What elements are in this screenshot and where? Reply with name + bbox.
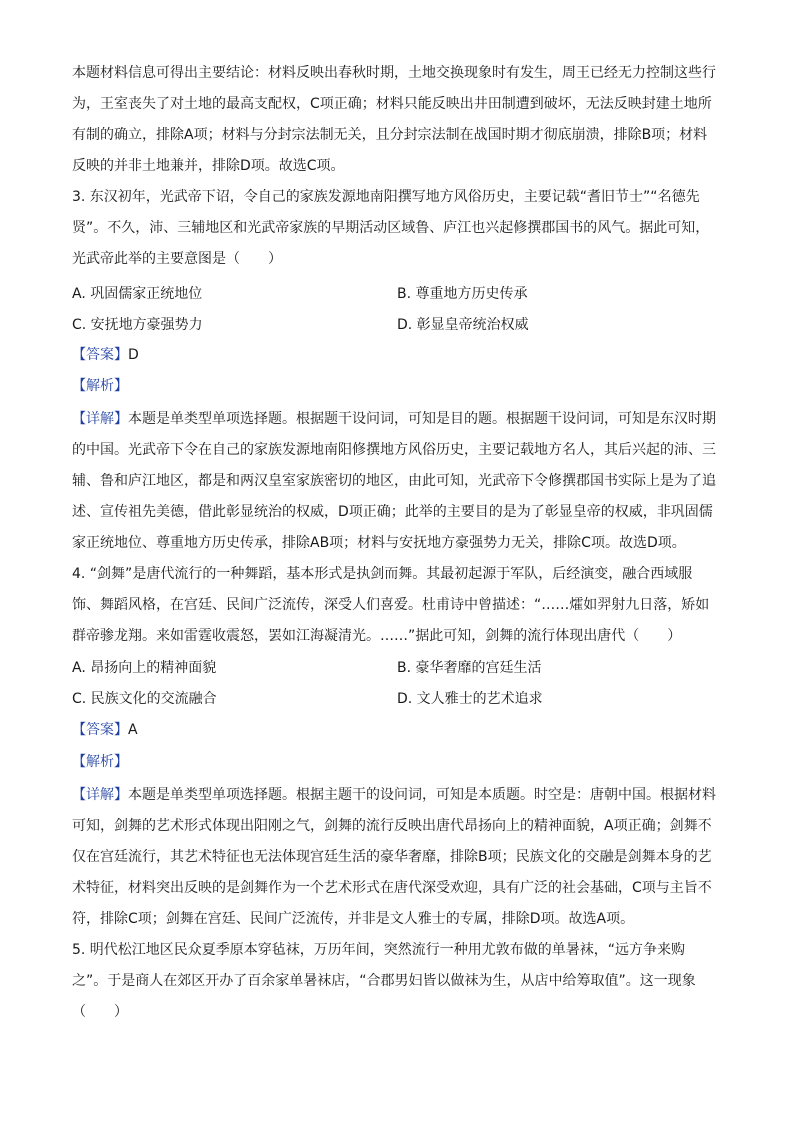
q4-detail-line: 术特征，材料突出反映的是剑舞作为一个艺术形式在唐代深受欢迎，具有广泛的社会基础，C项与主旨不 bbox=[72, 880, 712, 896]
q3-option-a: A. 巩固儒家正统地位 bbox=[72, 286, 203, 302]
q4-stem-line: 4. “剑舞”是唐代流行的一种舞蹈，基本形式是执剑而舞。其最初起源于军队，后经演变，融合西域服 bbox=[72, 566, 693, 582]
q4-detail-line: 仅在宫廷流行，其艺术特征也无法体现宫廷生活的豪华奢靡，排除B项；民族文化的交融是剑舞本身的艺 bbox=[72, 849, 712, 865]
q3-detail-line: 的中国。光武帝下令在自己的家族发源地南阳修撰地方风俗历史，主要记载地方名人，其后兴起的沛、三 bbox=[72, 442, 716, 458]
q3-option-c: C. 安抚地方豪强势力 bbox=[72, 317, 203, 333]
q4-stem-line: 群帝骖龙翔。来如雷霆收震怒，罢如江海凝清光。……”据此可知，剑舞的流行体现出唐代（ ） bbox=[72, 628, 682, 644]
q3-answer bbox=[72, 345, 732, 365]
detail-tag: 【详解】 bbox=[72, 787, 128, 803]
q4-detail-line: 符，排除C项；剑舞在宫廷、民间广泛流传，并非是文人雅士的专属，排除D项。故选A项。 bbox=[72, 911, 635, 927]
q3-option-b: B. 尊重地方历史传承 bbox=[397, 286, 528, 302]
intro-line: 本题材料信息可得出主要结论：材料反映出春秋时期，土地交换现象时有发生，周王已经无力控制这些行 bbox=[72, 65, 716, 81]
q5-stem-line: 之”。于是商人在郊区开办了百余家单暑袜店，“合郡男妇皆以做袜为生，从店中给筹取值”。这一现象 bbox=[72, 973, 696, 989]
q4-stem-line: 饰、舞蹈风格，在宫廷、民间广泛流传，深受人们喜爱。杜甫诗中曾描述：“……㸌如羿射九日落，矫如 bbox=[72, 597, 710, 613]
q3-analysis-tag: 【解析】 bbox=[72, 378, 128, 394]
q3-detail-line: 辅、鲁和庐江地区，都是和两汉皇室家族密切的地区，由此可知，光武帝下令修撰郡国书实际上是为了追 bbox=[72, 473, 716, 489]
q4-option-c: C. 民族文化的交流融合 bbox=[72, 691, 217, 707]
q3-stem-line: 贤”。不久，沛、三辅地区和光武帝家族的早期活动区域鲁、庐江也兴起修撰郡国书的风气。据此可知， bbox=[72, 220, 710, 236]
q3-stem-line: 光武帝此举的主要意图是（ ） bbox=[72, 251, 282, 267]
q4-answer bbox=[72, 720, 732, 740]
q3-detail-line: 家正统地位、尊重地方历史传承，排除AB项；材料与安抚地方豪强势力无关，排除C项。故选D项。 bbox=[72, 535, 686, 551]
q4-detail-line: 可知，剑舞的艺术形式体现出阳刚之气，剑舞的流行反映出唐代昂扬向上的精神面貌，A项正确；剑舞不 bbox=[72, 818, 712, 834]
answer-tag: 【答案】 bbox=[72, 347, 128, 363]
q4-option-b: B. 豪华奢靡的宫廷生活 bbox=[397, 660, 542, 676]
q4-option-a: A. 昂扬向上的精神面貌 bbox=[72, 660, 217, 676]
q4-option-d: D. 文人雅士的艺术追求 bbox=[397, 691, 543, 707]
q4-analysis-tag: 【解析】 bbox=[72, 754, 128, 770]
q5-stem-line: 5. 明代松江地区民众夏季原本穿毡袜，万历年间，突然流行一种用尤敦布做的单暑袜，“远方争来购 bbox=[72, 942, 686, 958]
intro-line: 反映的并非土地兼并，排除D项。故选C项。 bbox=[72, 158, 345, 174]
q5-stem-line: （ ） bbox=[72, 1004, 128, 1020]
q3-stem-line: 3. 东汉初年，光武帝下诏，令自己的家族发源地南阳撰写地方风俗历史，主要记载“耆旧节士”“名德先 bbox=[72, 189, 700, 205]
intro-line: 有制的确立，排除A项；材料与分封宗法制无关，且分封宗法制在战国时期才彻底崩溃，排除B项；材料 bbox=[72, 127, 708, 143]
detail-tag: 【详解】 bbox=[72, 411, 128, 427]
answer-value: A bbox=[128, 722, 138, 738]
answer-value: D bbox=[128, 347, 139, 363]
answer-tag: 【答案】 bbox=[72, 722, 128, 738]
q3-option-d: D. 彰显皇帝统治权威 bbox=[397, 317, 529, 333]
intro-line: 为，王室丧失了对土地的最高支配权，C项正确；材料只能反映出井田制遭到破坏，无法反映封建土地所 bbox=[72, 96, 712, 112]
q3-detail-line: 述、宣传祖先美德，借此彰显统治的权威，D项正确；此举的主要目的是为了彰显皇帝的权威，非巩固儒 bbox=[72, 504, 713, 520]
q3-detail-line: 【详解】本题是单类型单项选择题。根据题干设问词，可知是目的题。根据题干设问词，可知是东汉时期 bbox=[72, 411, 716, 427]
q4-detail-line: 【详解】本题是单类型单项选择题。根据主题干的设问词，可知是本质题。时空是：唐朝中国。根据材料 bbox=[72, 787, 716, 803]
